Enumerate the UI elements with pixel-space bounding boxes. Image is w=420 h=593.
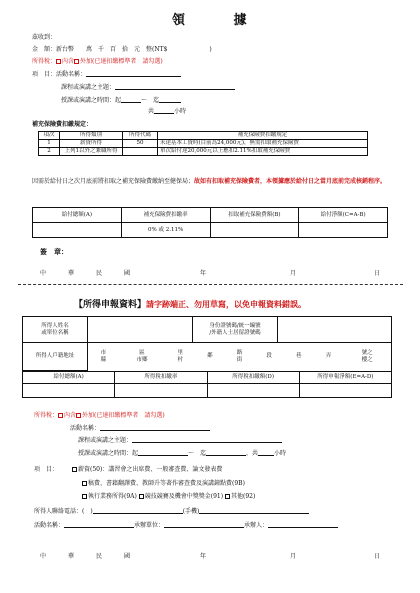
table-header: 所得稅扣繳率 xyxy=(115,372,207,384)
decl-item-row-2 xyxy=(82,480,245,488)
handler-field[interactable] xyxy=(268,521,338,528)
table-row xyxy=(23,317,392,343)
decl-item-row-3 xyxy=(82,493,255,501)
table-cell: 薪資所得 xyxy=(60,140,123,148)
phone-row xyxy=(34,507,309,516)
handler-row xyxy=(34,521,338,530)
date-char: 月 xyxy=(290,553,297,560)
id-number-label: 身份證號碼/統一編號 /外籍人士居留證號碼 xyxy=(193,317,278,343)
time-label: 授課或演講之時間：起 xyxy=(61,97,122,104)
date-char: 月 xyxy=(290,270,297,277)
table-row xyxy=(39,132,368,140)
time-end-field[interactable] xyxy=(159,96,181,103)
total-label: ，共 xyxy=(246,450,259,457)
inclusive-label: 內含 xyxy=(64,412,77,419)
net-payment-cell[interactable] xyxy=(299,223,388,238)
payee-name-label: 所得人姓名 或單位名稱 xyxy=(23,317,88,343)
payee-name-field[interactable] xyxy=(88,317,193,343)
address-part: 里 村 xyxy=(177,349,183,363)
received-from-label: 茲收到： xyxy=(32,34,57,41)
time-row xyxy=(61,96,181,105)
declaration-title xyxy=(74,297,306,310)
course-theme-field[interactable] xyxy=(115,83,235,90)
table-cell: 上列1以外之兼職所得 xyxy=(60,148,123,156)
time-tilde: ～ 迄 xyxy=(188,450,207,457)
tax-table xyxy=(22,371,392,398)
prize-checkbox[interactable] xyxy=(139,494,144,499)
table-header: 給付淨額(C=A-B) xyxy=(299,208,388,223)
time-end-field[interactable] xyxy=(206,449,246,456)
inclusive-checkbox[interactable] xyxy=(56,59,61,64)
exclusive-label: 外加 xyxy=(80,58,93,65)
address-part: 區 市鄉 xyxy=(136,349,148,363)
address-part: 號之 樓之 xyxy=(343,343,391,371)
inclusive-checkbox[interactable] xyxy=(58,413,63,418)
table-row xyxy=(33,223,388,238)
hours-label: 小時 xyxy=(174,108,187,115)
hours-label: 小時 xyxy=(274,450,287,457)
activity-name-field-2[interactable] xyxy=(64,521,134,528)
salary-checkbox[interactable] xyxy=(72,467,77,472)
table-row xyxy=(39,140,368,148)
table-header: 補充保險費扣繳率 xyxy=(121,208,210,223)
net-income-cell[interactable] xyxy=(299,384,391,398)
activity-label: 活動名稱： xyxy=(70,425,101,432)
mobile-field[interactable] xyxy=(199,507,309,514)
address-table xyxy=(22,342,392,371)
course-theme-row xyxy=(61,83,235,92)
address-label: 所得人戶籍地址 xyxy=(23,343,88,371)
table-header: 給付總額(A) xyxy=(33,208,122,223)
declaration-table xyxy=(22,316,392,343)
decl-income-tax-row xyxy=(34,412,165,420)
unit-label: 承辦單位： xyxy=(134,522,165,529)
table-header: 給付總額(A) xyxy=(23,372,115,384)
table-cell: 2 xyxy=(39,148,60,156)
other-income-checkbox[interactable] xyxy=(225,494,230,499)
decl-item-row xyxy=(34,466,222,474)
table-cell: 50 xyxy=(123,140,158,148)
table-header: 所得申報淨額(E=A-D) xyxy=(299,372,391,384)
date-char: 中 xyxy=(40,553,47,560)
hours-field[interactable] xyxy=(258,449,274,456)
table-header: 所得類別 xyxy=(60,132,123,140)
payment-table xyxy=(32,207,388,238)
receipt-title: 領 據 xyxy=(172,13,269,28)
table-header: 項次 xyxy=(39,132,60,140)
item-option-label: 競技競賽及機會中獎獎金(91) xyxy=(144,493,224,500)
item-option-label: 執行業務所得(9A) xyxy=(88,493,137,500)
total-payment-cell[interactable] xyxy=(23,384,115,398)
supplementary-table xyxy=(38,131,368,156)
income-tax-note: (已達扣繳標準者 請勾選) xyxy=(92,58,163,65)
premium-amount-cell[interactable] xyxy=(210,223,299,238)
item-option-label: 其他(92) xyxy=(231,493,256,500)
address-part: 弄 xyxy=(325,353,332,359)
course-theme-label: 課程或演講之主題： xyxy=(78,437,133,444)
date-char: 年 xyxy=(200,553,207,560)
inclusive-label: 內含 xyxy=(62,58,75,65)
business-income-checkbox[interactable] xyxy=(82,494,87,499)
time-label: 授課或演講之時間：起 xyxy=(78,450,139,457)
address-part: 段 xyxy=(266,353,272,359)
address-part: 巷 xyxy=(295,353,302,359)
supplementary-title: 補充保險費扣繳規定： xyxy=(32,121,93,128)
income-tax-label: 所得稅： xyxy=(32,58,57,65)
date-char: 華 xyxy=(68,270,75,277)
tax-rate-cell[interactable] xyxy=(115,384,207,398)
date-char: 中 xyxy=(40,270,47,277)
decl-activity-row xyxy=(70,424,210,433)
activity-label: 活動名稱： xyxy=(34,522,65,529)
payment-note xyxy=(32,177,392,186)
decl-course-row xyxy=(78,436,282,445)
date-char: 國 xyxy=(124,270,131,277)
phone-field[interactable] xyxy=(93,507,183,514)
table-cell xyxy=(123,148,158,156)
hours-field[interactable] xyxy=(154,107,174,114)
item-label: 項 目： xyxy=(34,466,59,473)
time-start-field[interactable] xyxy=(138,449,188,456)
item-option-label: 薪資(50)：講習會之出席費、一般審查費、論文發表費 xyxy=(78,466,223,473)
activity-name-field[interactable] xyxy=(100,424,210,431)
total-label: 共 xyxy=(148,108,155,115)
table-row xyxy=(39,148,368,156)
unit-field[interactable] xyxy=(164,521,244,528)
amount-label: 金 額：新台幣 萬 千 百 拾 元 整(NT$ ) xyxy=(32,46,212,53)
income-tax-note: (已達扣繳標準者 請勾選) xyxy=(94,412,165,419)
date-char: 國 xyxy=(124,553,131,560)
id-number-field[interactable] xyxy=(278,317,392,343)
table-header: 所得稅扣繳額(D) xyxy=(207,372,299,384)
date-char: 民 xyxy=(96,553,103,560)
payment-note-text: 因需於給付日之次月底前將扣取之補充保險費繳納至健保局； xyxy=(32,178,195,185)
declaration-title-note: 請字跡端正、勿用草寫，以免申報資料錯誤。 xyxy=(146,299,307,309)
cut-line xyxy=(18,284,403,285)
income-tax-row xyxy=(32,58,163,66)
table-header: 補充保險費扣繳規定 xyxy=(158,132,368,140)
tax-withheld-cell[interactable] xyxy=(207,384,299,398)
exclusive-checkbox[interactable] xyxy=(76,413,81,418)
signature-label: 簽 章： xyxy=(40,247,68,256)
date-char: 日 xyxy=(374,553,381,560)
address-part: 鄰 xyxy=(207,353,213,359)
table-header: 所得代碼 xyxy=(123,132,158,140)
table-cell: 單次給付達20,000元以上應扣2.11%扣取補充保險費 xyxy=(158,148,368,156)
manuscript-fee-checkbox[interactable] xyxy=(82,481,87,486)
total-payment-cell[interactable] xyxy=(33,223,122,238)
time-tilde: ～ 迄 xyxy=(141,97,160,104)
hours-row xyxy=(148,107,186,116)
table-row xyxy=(23,384,392,398)
exclusive-checkbox[interactable] xyxy=(74,59,79,64)
date-char: 華 xyxy=(68,553,75,560)
decl-time-row xyxy=(78,449,286,458)
time-start-field[interactable] xyxy=(121,96,141,103)
course-theme-field[interactable] xyxy=(132,436,282,443)
table-row xyxy=(23,343,392,371)
premium-rate-cell: 0% 或 2.11% xyxy=(121,223,210,238)
phone-label: 所得人聯絡電話：( ) xyxy=(34,508,93,515)
course-theme-label: 課程或演講之主題： xyxy=(61,84,116,91)
date-char: 年 xyxy=(200,270,207,277)
income-tax-label: 所得稅： xyxy=(34,412,59,419)
table-row xyxy=(23,372,392,384)
address-part: 路 街 xyxy=(236,349,243,363)
exclusive-label: 外加 xyxy=(82,412,95,419)
item-activity-label: 項 目：活動名稱： xyxy=(32,71,87,78)
table-row xyxy=(33,208,388,223)
date-char: 日 xyxy=(374,270,381,277)
item-row xyxy=(32,70,181,79)
table-cell: 1 xyxy=(39,140,60,148)
date-char: 民 xyxy=(96,270,103,277)
declaration-title-text: 【所得申報資料】 xyxy=(74,300,147,310)
mobile-label: (手機) xyxy=(182,508,200,515)
table-header: 扣取補充保險費額(B) xyxy=(210,208,299,223)
address-part: 市 縣 xyxy=(100,349,107,363)
activity-name-field[interactable] xyxy=(86,70,181,77)
handler-label: 承辦人： xyxy=(244,522,269,529)
payment-note-warning: 故如有扣取補充保險費者，本領據應於給付日之當月底前完成核銷程序。 xyxy=(194,178,387,185)
table-cell: 未達基本工資時(目前為24,000元)，無需扣取補充保險費 xyxy=(158,140,368,148)
item-option-label: 稿費、書籍翻譯費、教師升等著作審查費及演講鐘點費(9B) xyxy=(88,480,245,487)
